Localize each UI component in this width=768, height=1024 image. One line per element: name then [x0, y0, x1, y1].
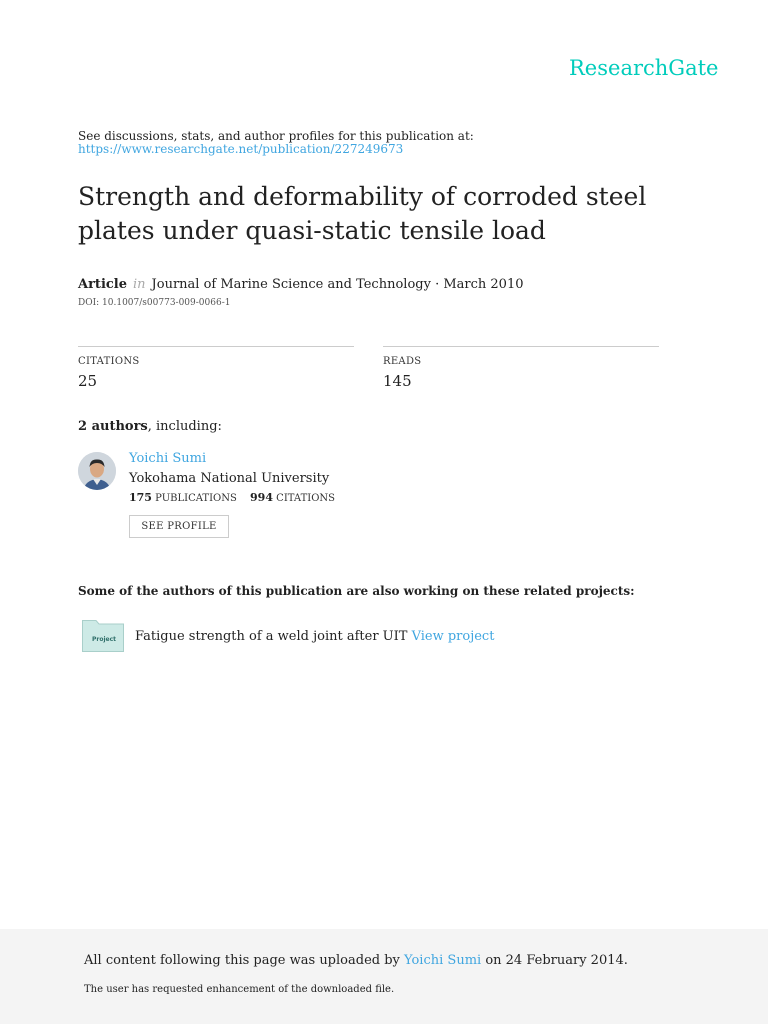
- intro-block: [78, 130, 474, 156]
- footer: [0, 929, 768, 1024]
- publication-url-link[interactable]: https://www.researchgate.net/publication/227249673: [78, 142, 404, 156]
- reads-stat: [383, 346, 659, 390]
- authors-heading: [78, 419, 222, 434]
- author-citations-count: 994: [250, 491, 273, 504]
- author-name-link[interactable]: Yoichi Sumi: [129, 451, 207, 466]
- author-publications-count: 175: [129, 491, 152, 504]
- author-citations-label: CITATIONS: [276, 493, 335, 504]
- related-projects-heading: Some of the authors of this publication are also working on these related projects:: [78, 584, 635, 598]
- project-icon-label: Project: [92, 636, 117, 643]
- upload-after: on 24 February 2014.: [485, 953, 628, 968]
- author-stats: [129, 491, 335, 504]
- enhancement-note: The user has requested enhancement of the downloaded file.: [84, 984, 395, 995]
- publication-title: Strength and deformability of corroded steel plates under quasi-static tensile load: [78, 182, 647, 245]
- publication-type: Article: [78, 277, 128, 292]
- author-institution: Yokohama National University: [129, 471, 330, 486]
- citations-label: CITATIONS: [78, 356, 140, 367]
- reads-label: READS: [383, 356, 422, 367]
- view-project-link[interactable]: View project: [411, 629, 495, 644]
- researchgate-logo: ResearchGate: [569, 56, 719, 80]
- citations-value: 25: [78, 372, 98, 390]
- upload-notice: [84, 953, 628, 968]
- project-title: Fatigue strength of a weld joint after UIT: [135, 629, 408, 644]
- intro-text: See discussions, stats, and author profiles for this publication at:: [78, 129, 474, 143]
- authors-count: 2 authors: [78, 419, 148, 434]
- folder-icon: [82, 620, 124, 652]
- authors-suffix: , including:: [147, 419, 222, 434]
- author-publications-label: PUBLICATIONS: [155, 493, 237, 504]
- upload-before: All content following this page was uploaded by: [84, 953, 400, 968]
- see-profile-button[interactable]: SEE PROFILE: [129, 515, 229, 538]
- reads-value: 145: [383, 372, 412, 390]
- publication-doi: DOI: 10.1007/s00773-009-0066-1: [78, 298, 231, 308]
- publication-meta: [78, 277, 523, 292]
- project-folder-icon: [82, 620, 124, 652]
- citations-stat: [78, 346, 354, 390]
- uploader-link[interactable]: Yoichi Sumi: [404, 953, 482, 968]
- in-label: in: [133, 277, 146, 292]
- project-item: [135, 629, 494, 644]
- publication-venue: Journal of Marine Science and Technology · March 2010: [151, 277, 524, 292]
- author-avatar[interactable]: [78, 452, 116, 490]
- person-photo-icon: [78, 452, 116, 490]
